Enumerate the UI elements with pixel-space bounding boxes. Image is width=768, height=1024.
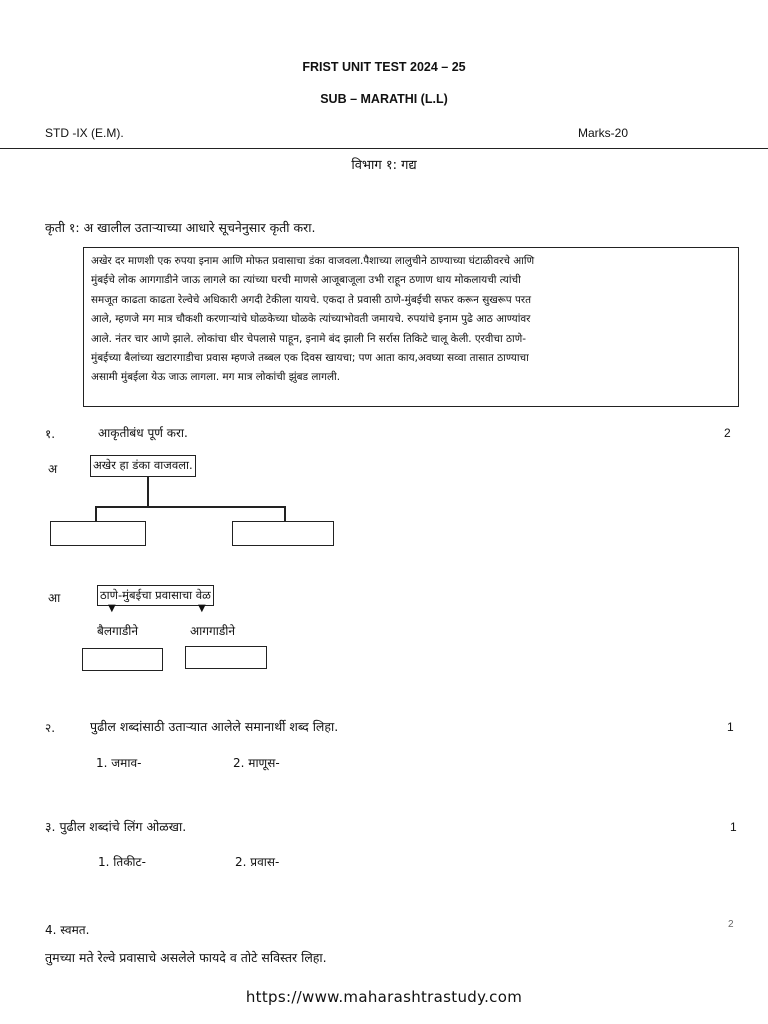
answer-box-bullock-cart[interactable] [82, 648, 163, 671]
q2-number: २. [45, 721, 56, 735]
q1b-statement-box: ठाणे-मुंबईचा प्रवासाचा वेळ [97, 585, 214, 606]
subject-line: SUB – MARATHI (L.L) [320, 92, 448, 106]
arrow-down-icon: ▼ [198, 603, 206, 614]
answer-box-right[interactable] [232, 521, 334, 546]
connector-line [147, 477, 149, 507]
activity-heading: कृती १: अ खालील उताऱ्याच्या आधारे सूचनेनुसार कृती करा. [45, 220, 316, 235]
marks-label: Marks-20 [578, 126, 629, 140]
passage-line: असामी मुंबईला येऊ जाऊ लागला. मग मात्र लोकांची झुंबड लागली. [91, 371, 341, 384]
q1a-statement-box: अखेर हा डंका वाजवला. [90, 455, 196, 477]
connector-line [95, 506, 285, 508]
passage-line: समजूत काढता काढता रेल्वेचे अधिकारी अगदी टेकीला यायचे. एकदा ते प्रवासी ठाणे-मुंबईची सफर करून सुखरूप परत [91, 293, 532, 306]
answer-box-train[interactable] [185, 646, 267, 669]
test-title: FRIST UNIT TEST 2024 – 25 [302, 60, 466, 74]
q3-item-2: 2. प्रवास- [235, 855, 280, 869]
q3-marks: 1 [730, 820, 737, 834]
footer-url[interactable]: https://www.maharashtrastudy.com [245, 988, 523, 1006]
header-divider [0, 148, 768, 149]
arrow-down-icon: ▼ [108, 603, 116, 614]
answer-box-left[interactable] [50, 521, 146, 546]
q3-text: ३. पुढील शब्दांचे लिंग ओळखा. [45, 819, 187, 834]
q2-text: पुढील शब्दांसाठी उताऱ्यात आलेले समानार्थी शब्द लिहा. [90, 719, 339, 734]
bullock-cart-label: बैलगाडीने [97, 624, 139, 638]
q4-heading: 4. स्वमत. [45, 923, 90, 937]
q4-marks: 2 [728, 919, 734, 930]
passage-line: आले. नंतर चार आणे झाले. लोकांचा धीर चेपलासे पाहून, इनामे बंद झाली नि सर्रास तिकिटे चालू केली. एरवीचा ठाणे- [91, 332, 526, 345]
connector-line [95, 506, 97, 522]
passage-line: आले, म्हणजे मग मात्र चौकशी करणाऱ्यांचे घोळकेच्या घोळके त्यांच्याभोवती जमायचे. रुपयांचे इनाम पुढे आठ आण्यांवर [91, 313, 531, 326]
q4-text: तुमच्या मते रेल्वे प्रवासाचे असलेले फायदे व तोटे सविस्तर लिहा. [45, 950, 327, 965]
q3-item-1: 1. तिकीट- [98, 855, 146, 869]
q2-item-2: 2. माणूस- [233, 756, 280, 770]
q1a-label: अ [48, 462, 58, 476]
connector-line [284, 506, 286, 522]
passage-box [83, 247, 739, 407]
q2-marks: 1 [727, 720, 734, 734]
train-label: आगगाडीने [190, 624, 236, 638]
passage-line: अखेर दर माणशी एक रुपया इनाम आणि मोफत प्रवासाचा डंका वाजवला.पैशाच्या लालुचीने ठाण्याच्या घंटाळीवरचे आणि [91, 255, 535, 267]
q1-marks: 2 [724, 426, 731, 440]
passage-line: मुंबईच्या बैलांच्या खटारगाडीचा प्रवास म्हणजे तब्बल एक दिवस खायचा; पण आता काय,अवघ्या सव्वा तासात ठाण्याचा [91, 352, 529, 365]
q1-number: १. [45, 427, 56, 441]
q1b-label: आ [48, 591, 61, 605]
section-title: विभाग १: गद्य [351, 158, 417, 173]
passage-line: मुंबईचे लोक आगगाडीने जाऊ लागले का त्यांच्या घरची माणसे आजूबाजूला उभी राहून ठणाण धाय मोकलायची त्यांची [91, 274, 521, 287]
q1-text: आकृतीबंध पूर्ण करा. [98, 426, 188, 440]
std-label: STD -IX (E.M). [45, 126, 124, 140]
q2-item-1: 1. जमाव- [96, 756, 142, 770]
